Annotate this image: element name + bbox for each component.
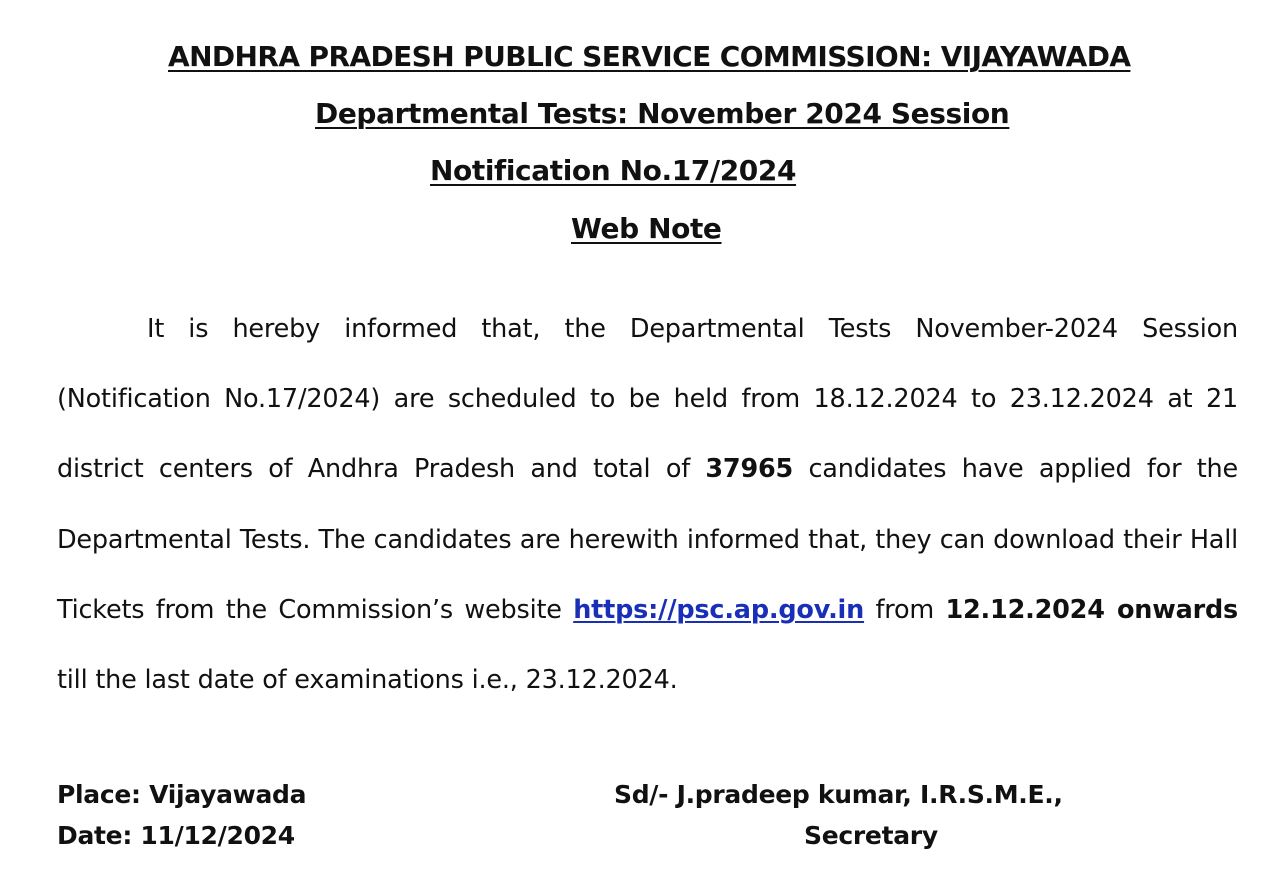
body-text-part4: till the last date of examinations i.e., 23.12.2024.: [57, 665, 678, 696]
body-text-part2: candidates have applied for the Departmental Tests. The candidates are herewith informed that, they can download their Hall Tickets from the Commission’s website: [57, 454, 1238, 625]
session-title: Departmental Tests: November 2024 Session: [315, 97, 1010, 130]
web-note-title: Web Note: [571, 212, 722, 245]
place: Place: Vijayawada: [57, 780, 307, 809]
website-link[interactable]: https://psc.ap.gov.in: [573, 594, 865, 625]
candidate-count: 37965: [705, 454, 794, 485]
commission-title: ANDHRA PRADESH PUBLIC SERVICE COMMISSION: VIJAYAWADA: [168, 40, 1131, 73]
hall-ticket-start-date: 12.12.2024 onwards: [945, 594, 1239, 625]
signatory: Sd/- J.pradeep kumar, I.R.S.M.E.,: [614, 780, 1063, 809]
notice-body: [57, 294, 1238, 715]
date: Date: 11/12/2024: [57, 821, 295, 850]
designation: Secretary: [804, 821, 938, 850]
body-text-part1: It is hereby informed that, the Departmental Tests November-2024 Session (Notification No.17/2024) are scheduled to be held from 18.12.2024 to 23.12.2024 at 21 district centers of Andhra Pradesh and total of: [57, 314, 1238, 485]
body-text-part3: from: [864, 594, 946, 625]
notification-number: Notification No.17/2024: [430, 154, 797, 187]
